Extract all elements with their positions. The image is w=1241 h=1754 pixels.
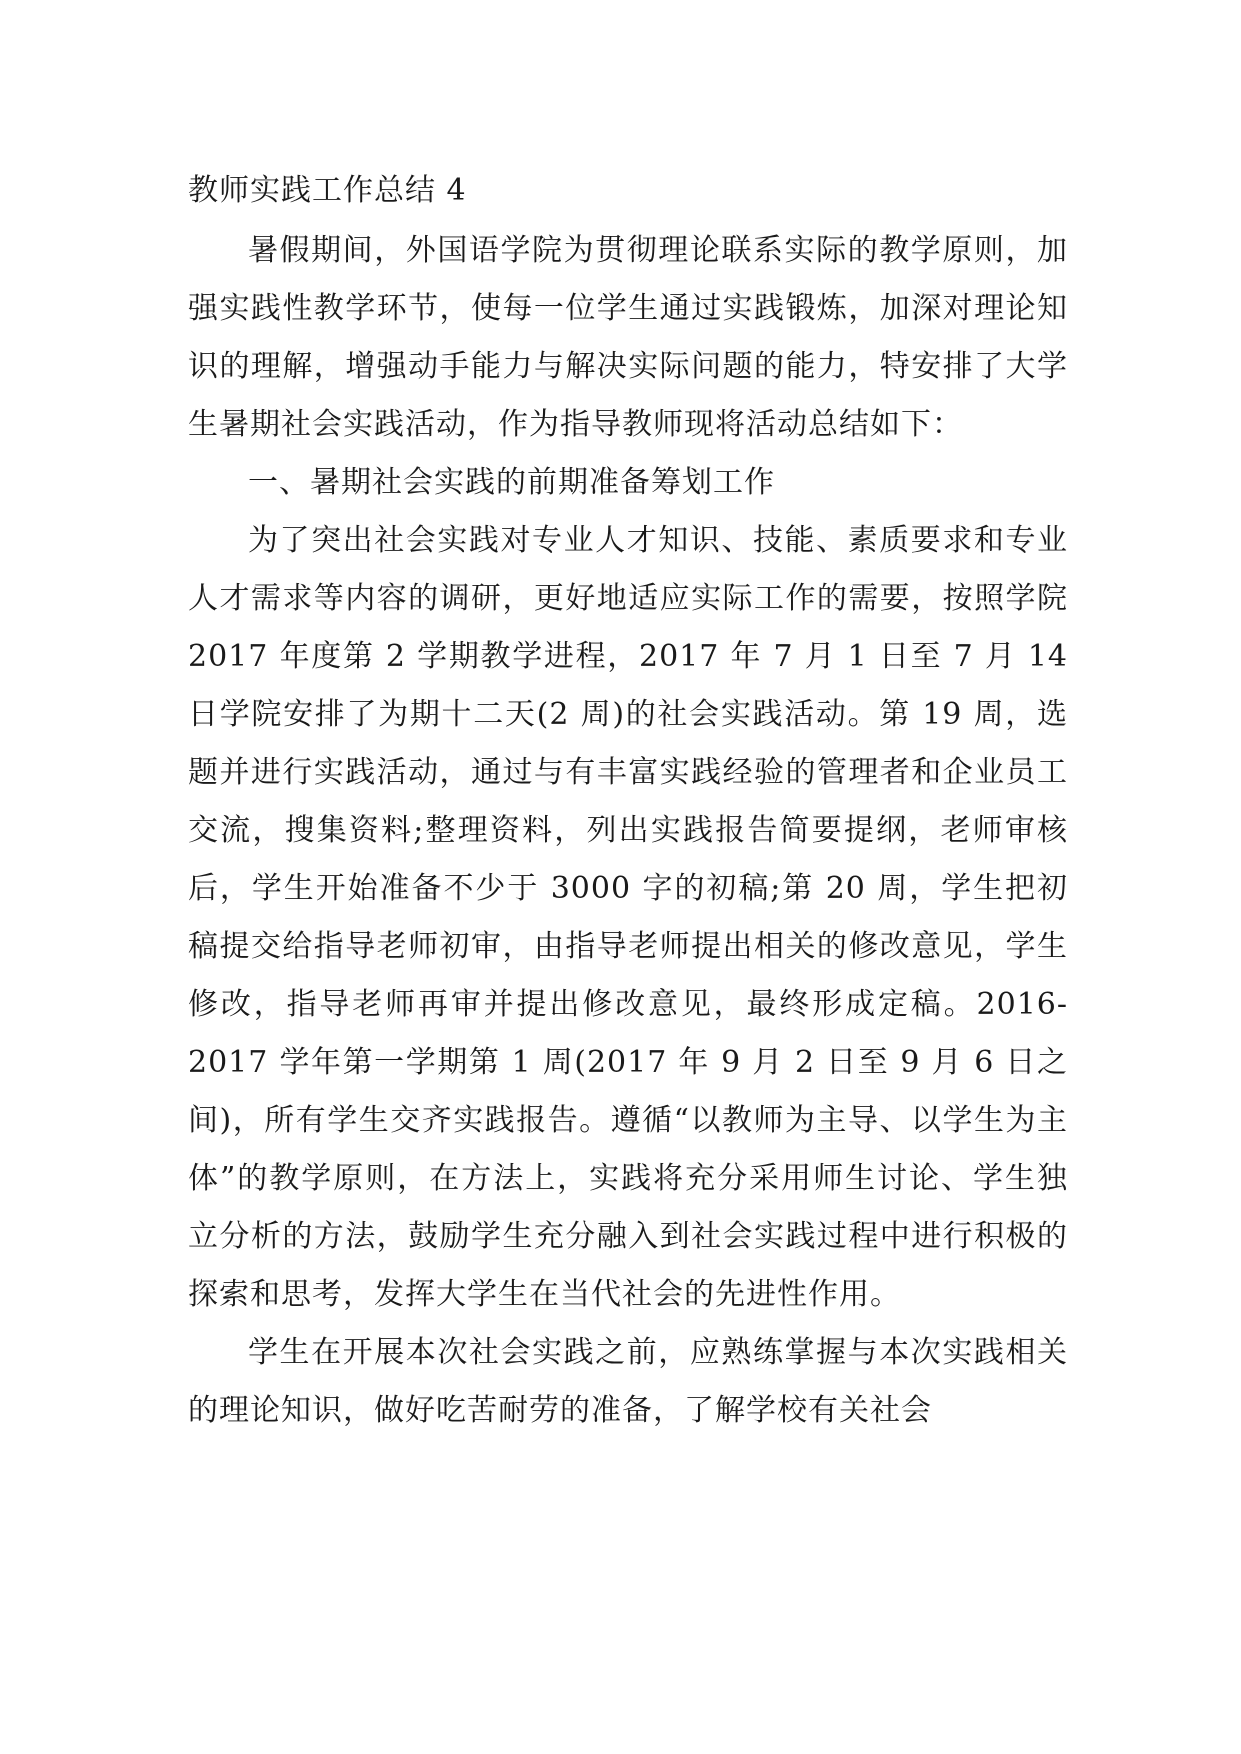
- paragraph-intro: 暑假期间，外国语学院为贯彻理论联系实际的教学原则，加强实践性教学环节，使每一位学生通过实践锻炼，加深对理论知识的理解，增强动手能力与解决实际问题的能力，特安排了大学生暑期社会实践活动，作为指导教师现将活动总结如下：: [188, 233, 1068, 442]
- paragraph-student-requirements: 学生在开展本次社会实践之前，应熟练掌握与本次实践相关的理论知识，做好吃苦耐劳的准备，了解学校有关社会: [188, 1335, 1068, 1428]
- document-title: 教师实践工作总结 4: [188, 173, 467, 208]
- document-body: [188, 162, 1068, 1440]
- section-heading: 一、暑期社会实践的前期准备筹划工作: [248, 465, 775, 500]
- paragraph-preparation: 为了突出社会实践对专业人才知识、技能、素质要求和专业人才需求等内容的调研，更好地适应实际工作的需要，按照学院 2017 年度第 2 学期教学进程，2017 年 7 月 1 日至 7 月 14 日学院安排了为期十二天(2 周)的社会实践活动。第 19 周，选题并进行实践活动，通过与有丰富实践经验的管理者和企业员工交流，搜集资料;整理资料，列出实践报告简要提纲，老师审核后，学生开始准备不少于 3000 字的初稿;第 20 周，学生把初稿提交给指导老师初审，由指导老师提出相关的修改意见，学生修改，指导老师再审并提出修改意见，最终形成定稿。2016-2017 学年第一学期第 1 周(2017 年 9 月 2 日至 9 月 6 日之间)，所有学生交齐实践报告。遵循“以教师为主导、以学生为主体”的教学原则，在方法上，实践将充分采用师生讨论、学生独立分析的方法，鼓励学生充分融入到社会实践过程中进行积极的探索和思考，发挥大学生在当代社会的先进性作用。: [188, 523, 1068, 1312]
